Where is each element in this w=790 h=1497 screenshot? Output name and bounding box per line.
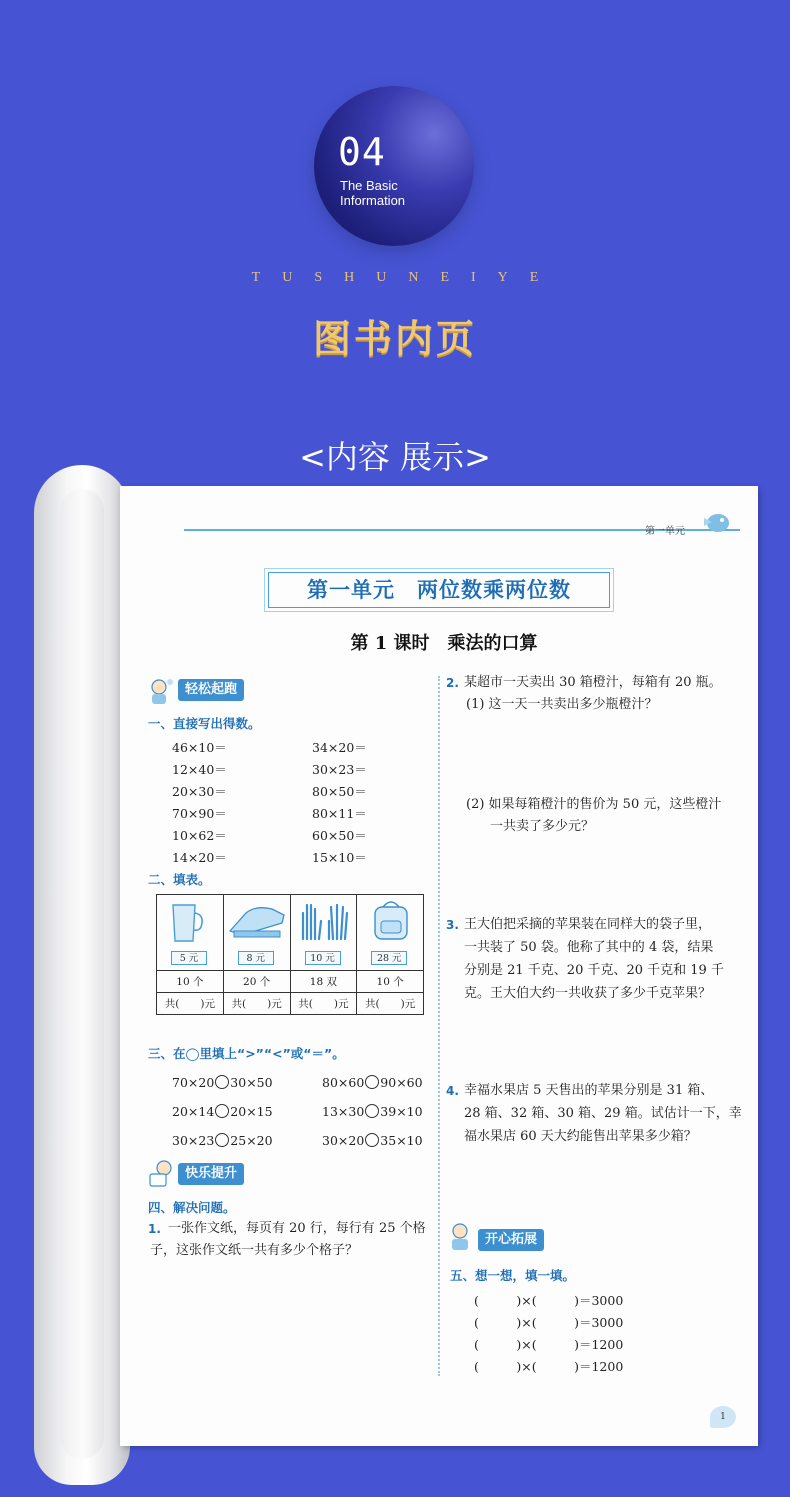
compare-item (172, 1104, 273, 1119)
running-header: 第一单元 (645, 526, 685, 537)
problem-4-number: 4. (446, 1084, 459, 1098)
compare-item (322, 1133, 423, 1148)
page-roll-inner (60, 489, 104, 1459)
stapler-icon (226, 901, 288, 941)
unit-title: 第一单元 两位数乘两位数 (268, 572, 610, 608)
calc-item: 46×10＝ (172, 740, 227, 755)
section-badge-improve: 快乐提升 (178, 1163, 244, 1185)
compare-right: 20×15 (230, 1104, 273, 1119)
table-cell (290, 895, 357, 971)
price-tag: 28 元 (371, 951, 407, 965)
compare-right: 90×60 (380, 1075, 423, 1090)
table-cell: 共( )元 (223, 993, 290, 1015)
kid-icon (146, 676, 176, 706)
compare-left: 30×20 (322, 1133, 365, 1148)
question-5-heading: 五、想一想，填一填。 (450, 1268, 576, 1283)
badge-circle (314, 86, 474, 246)
compare-left: 30×23 (172, 1133, 215, 1148)
problem-4-text-line: 福水果店 60 天大约能售出苹果多少箱？ (464, 1129, 697, 1144)
compare-left: 13×30 (322, 1104, 365, 1119)
calc-item: 80×11＝ (312, 806, 367, 821)
kid-icon (446, 1222, 476, 1252)
question-2-heading: 二、填表。 (148, 872, 211, 887)
problem-3-number: 3. (446, 918, 459, 932)
problem-2-text: 某超市一天卖出 30 箱橙汁，每箱有 20 瓶。 (464, 675, 722, 690)
section-badge-warmup: 轻松起跑 (178, 679, 244, 701)
blank-circle (215, 1104, 229, 1118)
question-1-heading: 一、直接写出得数。 (148, 716, 261, 731)
compare-right: 35×10 (380, 1133, 423, 1148)
calc-item: 34×20＝ (312, 740, 367, 755)
problem-1-text-line: 子，这张作文纸一共有多少个格子？ (150, 1243, 359, 1258)
calc-item: 10×62＝ (172, 828, 227, 843)
column-divider (438, 676, 440, 1376)
table-cell (223, 895, 290, 971)
fill-item: ( )×( )＝3000 (474, 1315, 624, 1330)
compare-right: 39×10 (380, 1104, 423, 1119)
blank-circle (365, 1075, 379, 1089)
compare-left: 70×20 (172, 1075, 215, 1090)
page-roll (34, 465, 130, 1485)
problem-4-text-line: 幸福水果店 5 天售出的苹果分别是 31 箱、 (464, 1083, 714, 1098)
fill-item: ( )×( )＝1200 (474, 1337, 624, 1352)
price-table (156, 894, 424, 1015)
problem-1-text-line: 一张作文纸，每页有 20 行，每行有 25 个格 (168, 1221, 426, 1236)
table-cell: 共( )元 (357, 993, 424, 1015)
problem-4-text-line: 28 箱、32 箱、30 箱、29 箱。试估计一下，幸 (464, 1106, 742, 1121)
problem-1-number: 1. (148, 1222, 161, 1236)
badge-number: 04 (338, 130, 386, 174)
problem-2-number: 2. (446, 676, 459, 690)
badge-subtitle (340, 178, 405, 208)
section-title: <内容 展示> (299, 438, 491, 476)
compare-item (322, 1104, 423, 1119)
compare-right: 25×20 (230, 1133, 273, 1148)
question-4-heading: 四、解决问题。 (148, 1200, 236, 1215)
book-page (120, 486, 758, 1446)
price-tag: 8 元 (238, 951, 274, 965)
calc-item: 12×40＝ (172, 762, 227, 777)
blank-circle (365, 1104, 379, 1118)
price-tag: 10 元 (305, 951, 341, 965)
compare-left: 20×14 (172, 1104, 215, 1119)
calc-item: 70×90＝ (172, 806, 227, 821)
gloves-icon (297, 899, 353, 943)
table-cell: 20 个 (223, 971, 290, 993)
blank-circle (215, 1075, 229, 1089)
problem-2-sub1: (1) 这一天一共卖出多少瓶橙汁？ (466, 697, 658, 712)
problem-3-text-line: 一共装了 50 袋。他称了其中的 4 袋，结果 (464, 940, 714, 955)
badge-subtitle-line2: Information (340, 193, 406, 208)
section-badge-extend: 开心拓展 (478, 1229, 544, 1251)
question-3-heading: 三、在◯里填上“>”“<”或“＝”。 (148, 1046, 345, 1061)
calc-item: 80×50＝ (312, 784, 367, 799)
fill-item: ( )×( )＝3000 (474, 1293, 624, 1308)
price-tag: 5 元 (171, 951, 207, 965)
problem-2-sub2: 一共卖了多少元？ (490, 819, 595, 834)
problem-2-sub2: (2) 如果每箱橙汁的售价为 50 元，这些橙汁 (466, 797, 722, 812)
calc-item: 30×23＝ (312, 762, 367, 777)
bird-icon (700, 508, 734, 534)
calc-item: 60×50＝ (312, 828, 367, 843)
page-number: 1 (710, 1406, 736, 1428)
calc-item: 14×20＝ (172, 850, 227, 865)
fill-item: ( )×( )＝1200 (474, 1359, 624, 1374)
calc-item: 20×30＝ (172, 784, 227, 799)
table-cell: 10 个 (357, 971, 424, 993)
problem-3-text-line: 分别是 21 千克、20 千克、20 千克和 19 千 (464, 963, 724, 978)
table-cell: 共( )元 (157, 993, 224, 1015)
compare-right: 30×50 (230, 1075, 273, 1090)
backpack-icon (369, 897, 415, 943)
compare-item (172, 1133, 273, 1148)
blank-circle (365, 1133, 379, 1147)
compare-item (172, 1075, 273, 1090)
table-cell (357, 895, 424, 971)
problem-3-text-line: 克。王大伯大约一共收获了多少千克苹果？ (464, 986, 712, 1001)
cup-icon (167, 899, 207, 945)
table-cell: 18 双 (290, 971, 357, 993)
lesson-title: 第 1 课时 乘法的口算 (350, 633, 538, 654)
problem-3-text-line: 王大伯把采摘的苹果装在同样大的袋子里， (464, 917, 712, 932)
badge-subtitle-line1: The Basic (340, 178, 398, 193)
compare-item (322, 1075, 423, 1090)
table-cell: 共( )元 (290, 993, 357, 1015)
table-cell (157, 895, 224, 971)
calc-item: 15×10＝ (312, 850, 367, 865)
blank-circle (215, 1133, 229, 1147)
main-title: 图书内页 (312, 317, 477, 361)
spelled-title: TUSHUNEIYE (251, 270, 561, 285)
table-cell: 10 个 (157, 971, 224, 993)
compare-left: 80×60 (322, 1075, 365, 1090)
kid-icon (146, 1158, 176, 1188)
